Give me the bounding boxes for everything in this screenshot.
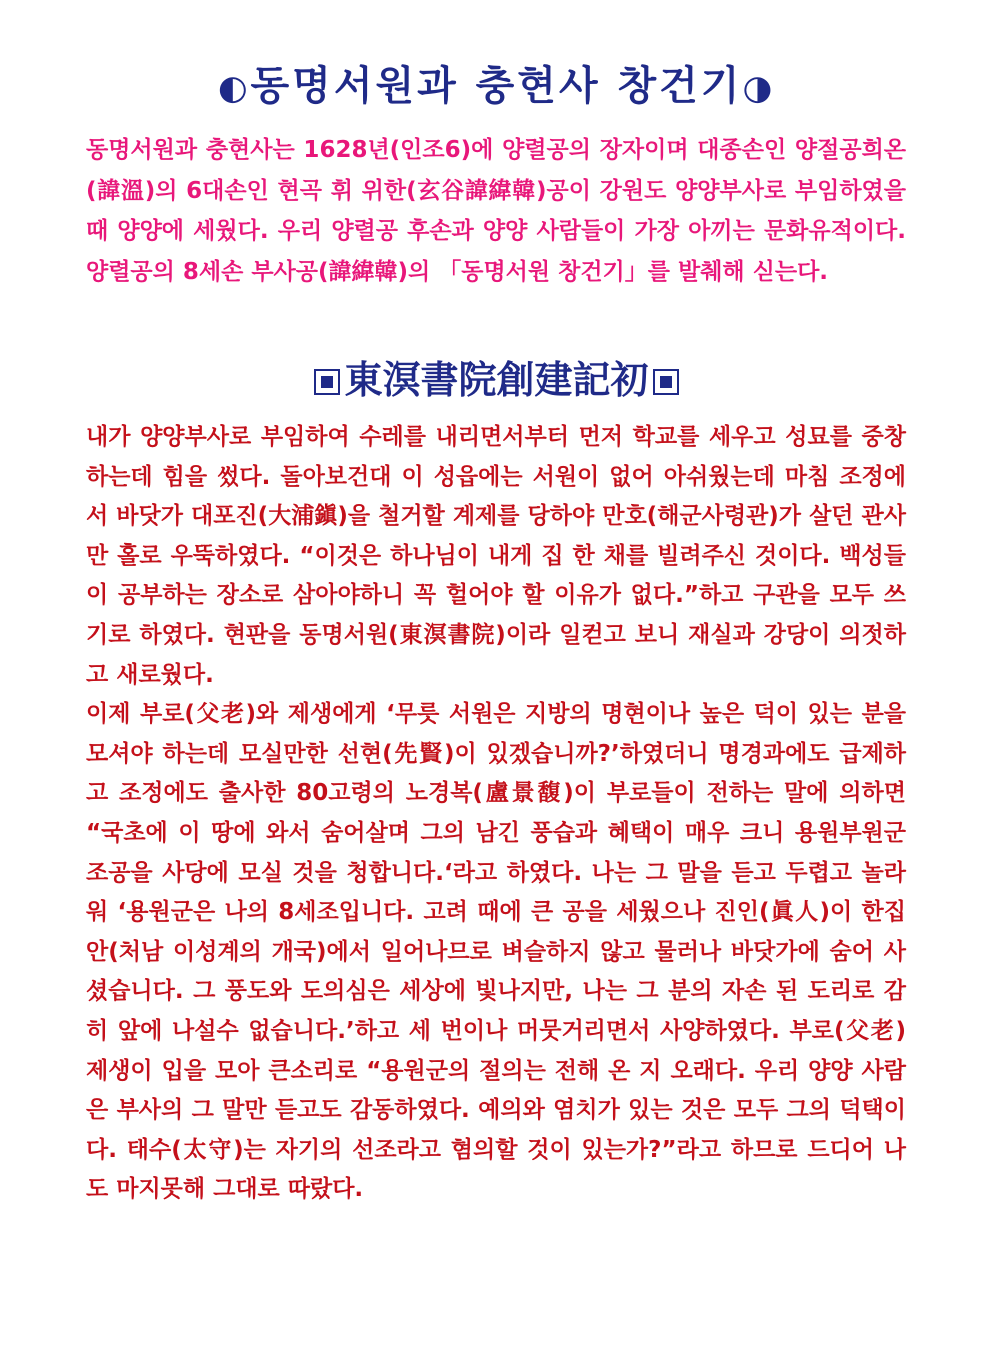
body-paragraph-2: 이제 부로(父老)와 제생에게 ‘무릇 서원은 지방의 명현이나 높은 덕이 있는 분을 모셔야 하는데 모실만한 선현(先賢)이 있겠습니까?’하였더니 명경과에도 급제하고 조정에도 출사한 80고령의 노경복(盧景馥)이 부로들이 전하는 말에 의하면 “국초에 이 땅에 와서 숨어살며 그의 남긴 풍습과 혜택이 매우 크니 용원부원군 조공을 사당에 모실 것을 청합니다.‘라고 하였다. 나는 그 말을 듣고 두렵고 놀라워 ‘용원군은 나의 8세조입니다. 고려 때에 큰 공을 세웠으나 진인(眞人)이 한집안(처남 이성계의 개국)에서 일어나므로 벼슬하지 않고 물러나 바닷가에 숨어 사셨습니다. 그 풍도와 도의심은 세상에 빛나지만, 나는 그 분의 자손 된 도리로 감히 앞에 나설수 없습니다.’하고 세 번이나 머뭇거리면서 사양하였다. 부로(父老)제생이 입을 모아 큰소리로 “용원군의 절의는 전해 온 지 오래다. 우리 양양 사람은 부사의 그 말만 듣고도 감동하였다. 예의와 염치가 있는 것은 모두 그의 덕택이다. 태수(太守)는 자기의 선조라고 혐의할 것이 있는가?”라고 하므로 드디어 나도 마지못해 그대로 따랐다. — [86, 701, 906, 1203]
section-subtitle — [0, 352, 993, 408]
page-title — [0, 58, 993, 116]
half-circle-left-icon: ◐ — [217, 68, 251, 108]
square-bullet-right-icon — [653, 369, 679, 395]
half-circle-right-icon: ◑ — [742, 68, 776, 108]
square-bullet-left-icon — [314, 369, 340, 395]
intro-paragraph: 동명서원과 충현사는 1628년(인조6)에 양렬공의 장자이며 대종손인 양절공희온(諱溫)의 6대손인 현곡 휘 위한(玄谷諱緯韓)공이 강원도 양양부사로 부임하였을 때 양양에 세웠다. 우리 양렬공 후손과 양양 사람들이 가장 아끼는 문화유적이다. 양렬공의 8세손 부사공(諱緯韓)의 「동명서원 창건기」를 발췌해 싣는다. — [86, 137, 906, 285]
section-subtitle-text: 東溟書院創建記初 — [344, 357, 649, 402]
body-text — [86, 418, 906, 1210]
body-paragraph-1: 내가 양양부사로 부임하여 수레를 내리면서부터 먼저 학교를 세우고 성묘를 중창하는데 힘을 썼다. 돌아보건대 이 성읍에는 서원이 없어 아쉬웠는데 마침 조정에서 바닷가 대포진(大浦鎭)을 철거할 계제를 당하야 만호(해군사령관)가 살던 관사만 홀로 우뚝하였다. “이것은 하나님이 내게 집 한 채를 빌려주신 것이다. 백성들이 공부하는 장소로 삼아야하니 꼭 헐어야 할 이유가 없다.”하고 구관을 모두 쓰기로 하였다. 현판을 동명서원(東溟書院)이라 일컫고 보니 재실과 강당이 의젓하고 새로웠다. — [86, 424, 906, 688]
page-title-text: 동명서원과 충현사 창건기 — [250, 63, 743, 109]
